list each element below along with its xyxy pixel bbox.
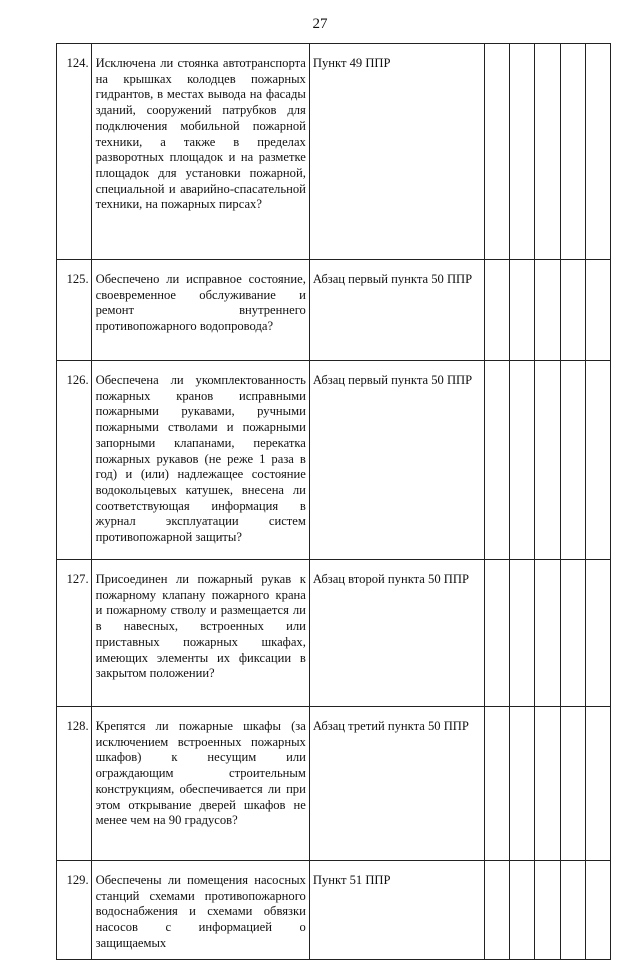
question-cell: Присоединен ли пожарный рукав к пожарному клапану пожарного крана и пожарному стволу и размещается ли в навесных, встроенных или приставных пожарных шкафах, имеющих элементы их фиксации в закрытом положении?	[91, 560, 309, 707]
answer-cell-note[interactable]	[560, 260, 585, 361]
answer-cell-note[interactable]	[560, 707, 585, 861]
answer-cell-na[interactable]	[535, 260, 560, 361]
answer-cell-yes[interactable]	[485, 560, 510, 707]
answer-cell-note[interactable]	[560, 861, 585, 960]
reference-cell: Абзац третий пункта 50 ППР	[309, 707, 484, 861]
row-number: 128.	[57, 707, 92, 861]
table-row	[57, 260, 611, 361]
table-row	[57, 560, 611, 707]
answer-cell-note[interactable]	[560, 44, 585, 260]
reference-cell: Абзац первый пункта 50 ППР	[309, 361, 484, 560]
page-number: 27	[312, 16, 328, 32]
answer-cell-extra[interactable]	[585, 861, 610, 960]
reference-cell: Пункт 49 ППР	[309, 44, 484, 260]
answer-cell-na[interactable]	[535, 560, 560, 707]
answer-cell-note[interactable]	[560, 361, 585, 560]
answer-cell-no[interactable]	[510, 260, 535, 361]
answer-cell-extra[interactable]	[585, 560, 610, 707]
reference-cell: Абзац первый пункта 50 ППР	[309, 260, 484, 361]
table-row	[57, 707, 611, 861]
question-cell: Исключена ли стоянка автотранспорта на крышках колодцев пожарных гидрантов, в местах вывода на фасады зданий, сооружений патрубков для подключения мобильной пожарной техники, а также в пределах разворотных площадок и на разметке площадок для установки пожарной, специальной и аварийно-спасательной техники, на пожарных пирсах?	[91, 44, 309, 260]
row-number: 124.	[57, 44, 92, 260]
row-number: 125.	[57, 260, 92, 361]
answer-cell-no[interactable]	[510, 560, 535, 707]
table-row	[57, 361, 611, 560]
question-cell: Крепятся ли пожарные шкафы (за исключением встроенных пожарных шкафов) к несущим или ограждающим строительным конструкциям, обеспечивается ли при этом открывание дверей шкафов не менее чем на 90 градусов?	[91, 707, 309, 861]
table-row	[57, 861, 611, 960]
table-row	[57, 44, 611, 260]
answer-cell-no[interactable]	[510, 44, 535, 260]
answer-cell-na[interactable]	[535, 44, 560, 260]
row-number: 129.	[57, 861, 92, 960]
question-cell: Обеспечены ли помещения насосных станций схемами противопожарного водоснабжения и схемами обвязки насосов с информацией о защищаемых	[91, 861, 309, 960]
answer-cell-na[interactable]	[535, 361, 560, 560]
answer-cell-no[interactable]	[510, 361, 535, 560]
answer-cell-extra[interactable]	[585, 361, 610, 560]
answer-cell-yes[interactable]	[485, 260, 510, 361]
answer-cell-extra[interactable]	[585, 44, 610, 260]
checklist-table	[56, 43, 611, 960]
answer-cell-extra[interactable]	[585, 260, 610, 361]
answer-cell-yes[interactable]	[485, 361, 510, 560]
answer-cell-yes[interactable]	[485, 44, 510, 260]
answer-cell-na[interactable]	[535, 861, 560, 960]
answer-cell-no[interactable]	[510, 707, 535, 861]
reference-cell: Абзац второй пункта 50 ППР	[309, 560, 484, 707]
answer-cell-na[interactable]	[535, 707, 560, 861]
row-number: 127.	[57, 560, 92, 707]
question-cell: Обеспечено ли исправное состояние, своевременное обслуживание и ремонт внутреннего противопожарного водопровода?	[91, 260, 309, 361]
reference-cell: Пункт 51 ППР	[309, 861, 484, 960]
answer-cell-extra[interactable]	[585, 707, 610, 861]
answer-cell-no[interactable]	[510, 861, 535, 960]
answer-cell-yes[interactable]	[485, 707, 510, 861]
answer-cell-note[interactable]	[560, 560, 585, 707]
question-cell: Обеспечена ли укомплектованность пожарных кранов исправными пожарными рукавами, ручными пожарными стволами и пожарными запорными клапанами, перекатка пожарных рукавов (не реже 1 раза в год) и (или) надлежащее состояние водокольцевых катушек, внесена ли соответствующая информация в журнал эксплуатации систем противопожарной защиты?	[91, 361, 309, 560]
row-number: 126.	[57, 361, 92, 560]
answer-cell-yes[interactable]	[485, 861, 510, 960]
